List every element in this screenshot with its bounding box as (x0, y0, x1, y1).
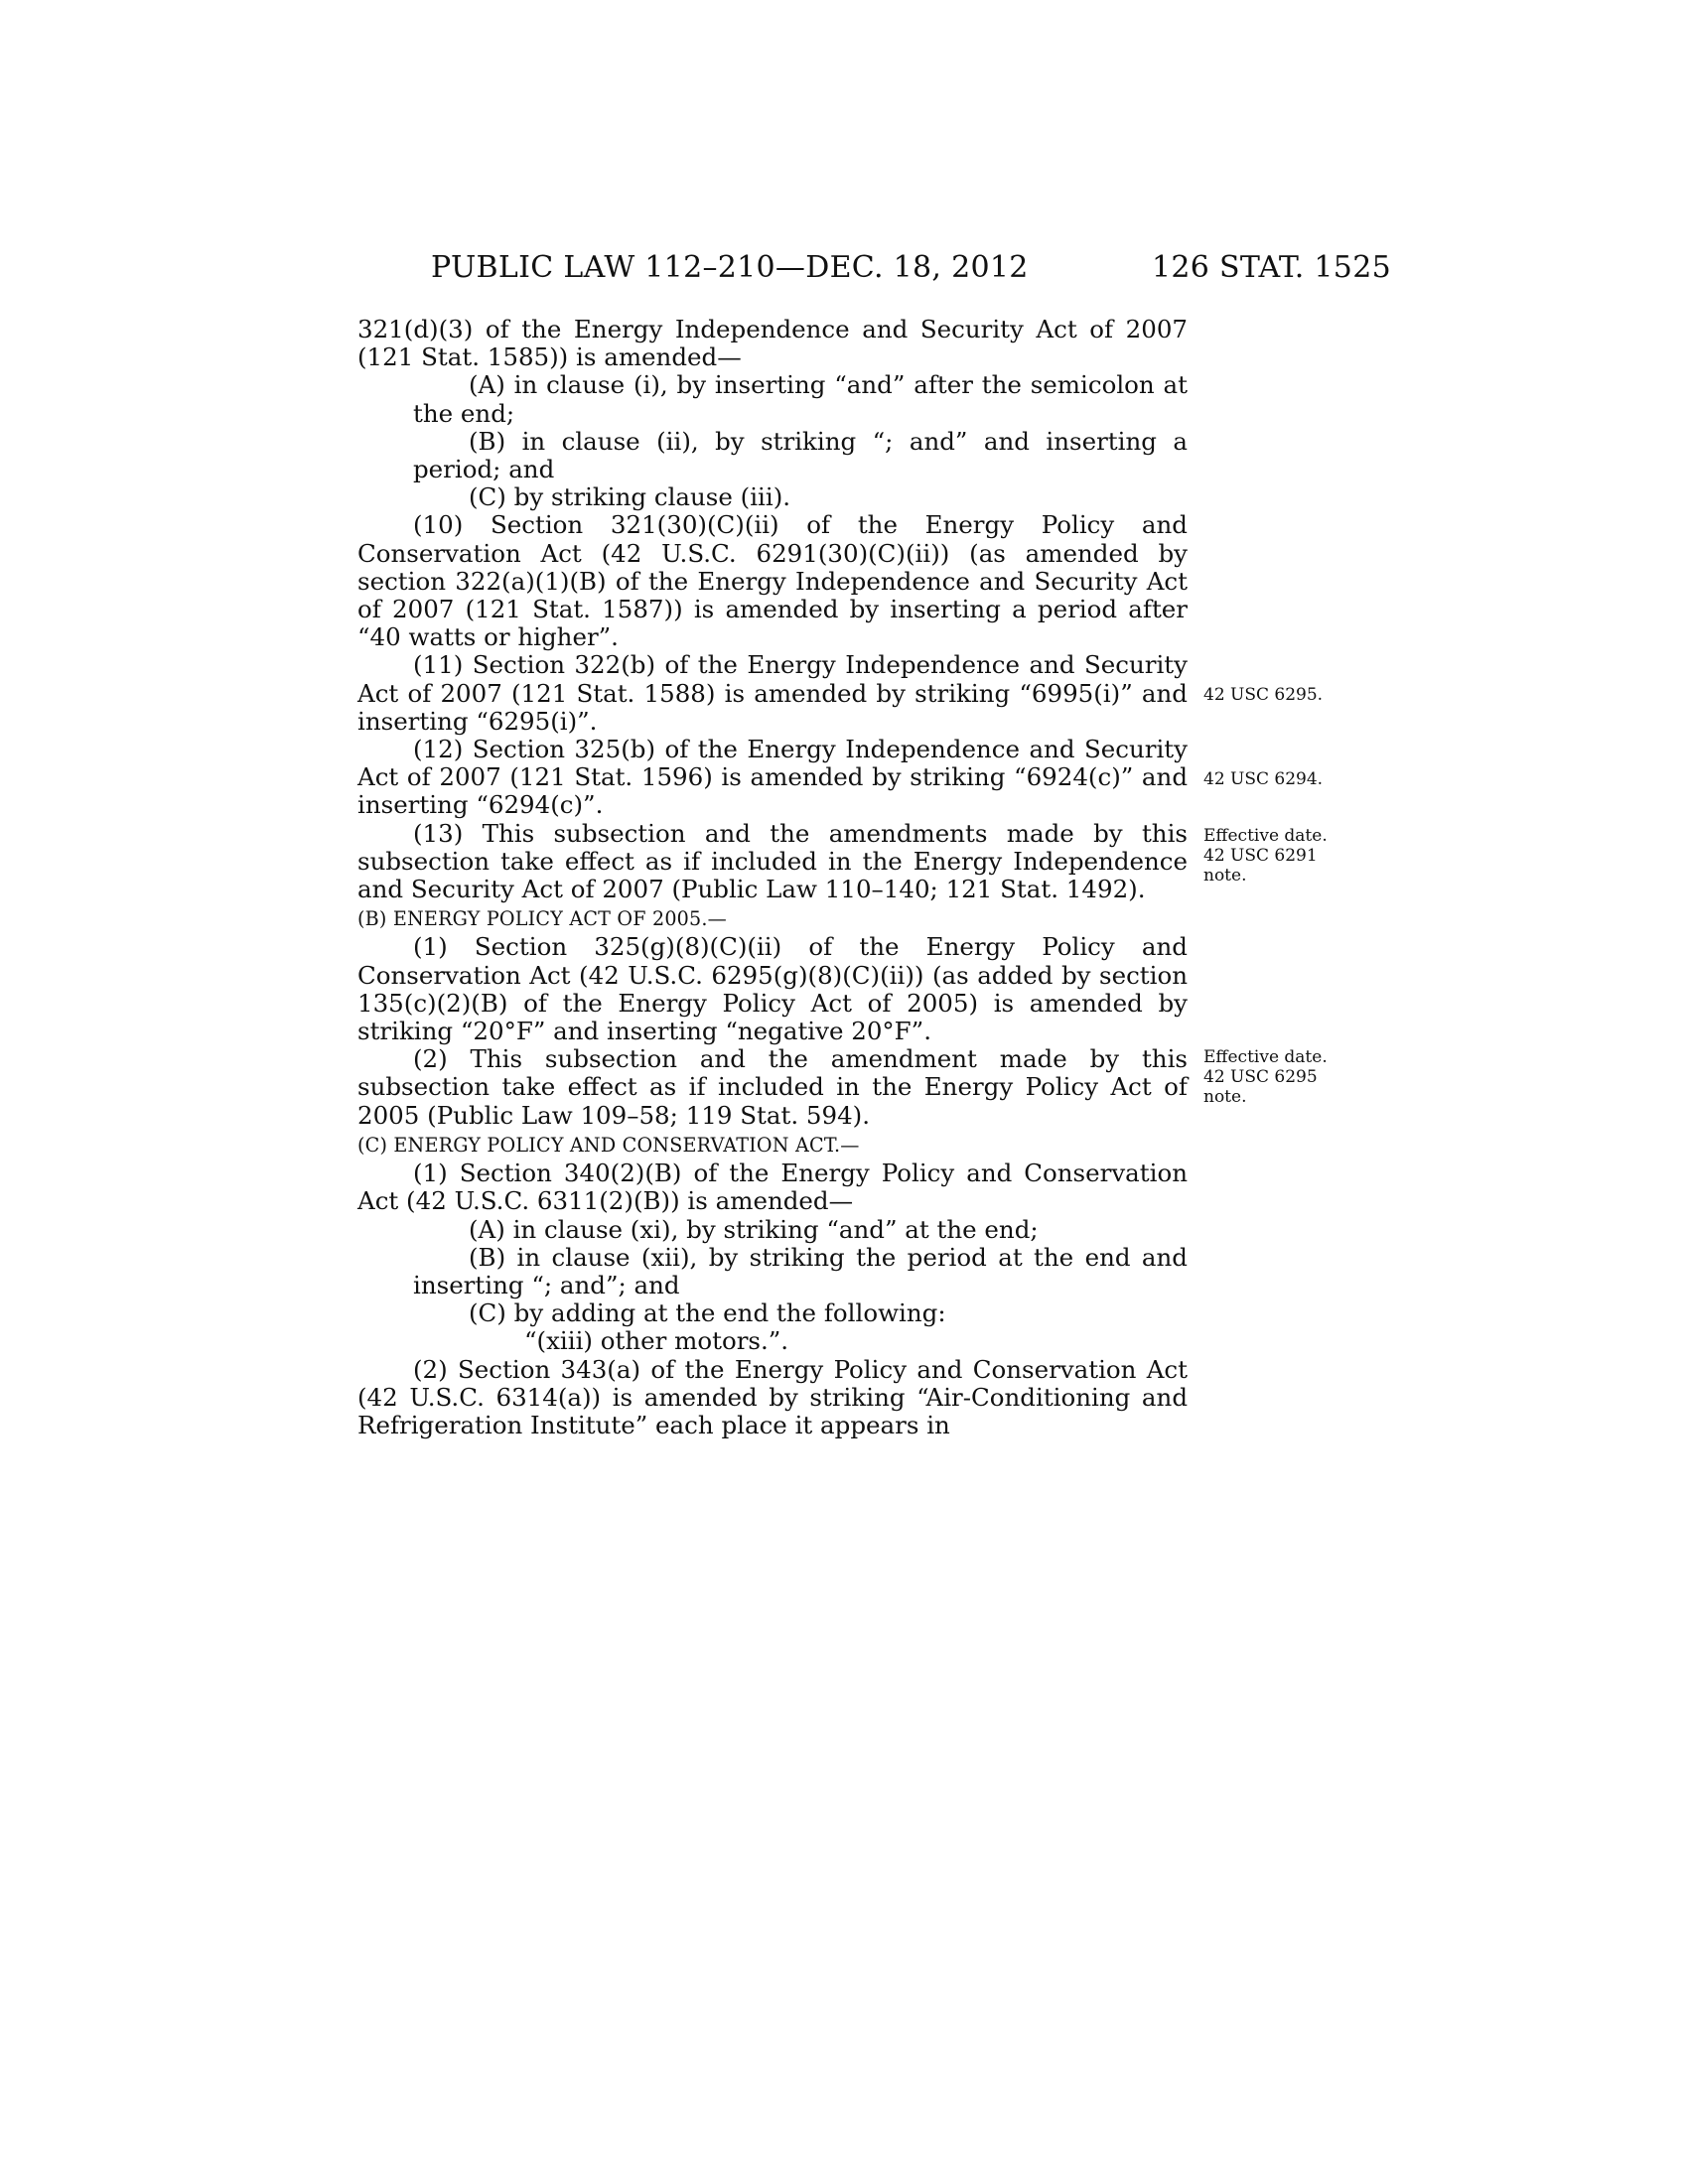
margin-note-line: Effective date. (1203, 1047, 1328, 1067)
paragraph-continuation: 321(d)(3) of the Energy Independence and Security Act of 2007 (121 Stat. 1585)) is amended— (357, 315, 1188, 372)
paragraph-11: (11) Section 322(b) of the Energy Independence and Security Act of 2007 (121 Stat. 1588) is amended by striking “6995(i)” and inserting “6295(i)”. (357, 650, 1188, 736)
margin-note-42-usc-6295: 42 USC 6295. (1203, 685, 1324, 705)
subsection-c-heading (357, 1130, 1188, 1160)
clause-a: (A) in clause (i), by inserting “and” after the semicolon at the end; (413, 370, 1188, 428)
clause-c1-c: (C) by adding at the end the following: (469, 1298, 946, 1328)
margin-note-line: Effective date. (1203, 826, 1328, 846)
paragraph-10: (10) Section 321(30)(C)(ii) of the Energy Policy and Conservation Act (42 U.S.C. 6291(30)(C)(ii)) (as amended by section 322(a)(1)(B) of the Energy Independence and Security Act of 2007 (121 Stat. 1587)) is amended by inserting a period after “40 watts or higher”. (357, 510, 1188, 652)
subsection-b-heading (357, 903, 1188, 933)
subsection-c-heading-text: (C) ENERGY POLICY AND CONSERVATION ACT.— (357, 1133, 860, 1157)
margin-note-42-usc-6294: 42 USC 6294. (1203, 769, 1324, 789)
margin-note-effective-date-6295 (1203, 1047, 1362, 1107)
margin-note-line: 42 USC 6291 (1203, 846, 1318, 866)
clause-c: (C) by striking clause (iii). (469, 482, 791, 512)
inserted-clause-xiii: “(xiii) other motors.”. (524, 1326, 789, 1356)
paragraph-c2: (2) Section 343(a) of the Energy Policy and Conservation Act (42 U.S.C. 6314(a)) is amended by striking “Air-Conditioning and Refrigeration Institute” each place it appears in (357, 1354, 1188, 1439)
margin-note-line: note. (1203, 866, 1247, 886)
paragraph-c1: (1) Section 340(2)(B) of the Energy Policy and Conservation Act (42 U.S.C. 6311(2)(B)) is amended— (357, 1159, 1188, 1216)
clause-c1-b: (B) in clause (xii), by striking the period at the end and inserting “; and”; and (413, 1242, 1188, 1299)
paragraph-12: (12) Section 325(b) of the Energy Independence and Security Act of 2007 (121 Stat. 1596) is amended by striking “6924(c)” and inserting “6294(c)”. (357, 735, 1188, 820)
margin-note-line: note. (1203, 1087, 1247, 1107)
margin-note-effective-date-6291 (1203, 826, 1362, 886)
margin-note-line: 42 USC 6295 (1203, 1067, 1318, 1087)
body-text (357, 316, 1188, 1439)
law-title: PUBLIC LAW 112–210—DEC. 18, 2012 (431, 250, 1029, 285)
paragraph-b2: (2) This subsection and the amendment made by this subsection take effect as if included in the Energy Policy Act of 2005 (Public Law 109–58; 119 Stat. 594). (357, 1044, 1188, 1130)
clause-b: (B) in clause (ii), by striking “; and” and inserting a period; and (413, 426, 1188, 484)
paragraph-b1: (1) Section 325(g)(8)(C)(ii) of the Energy Policy and Conservation Act (42 U.S.C. 6295(g)(8)(C)(ii)) (as added by section 135(c)(2)(B) of the Energy Policy Act of 2005) is amended by striking “20°F” and inserting “negative 20°F”. (357, 932, 1188, 1046)
subsection-b-heading-text: (B) ENERGY POLICY ACT OF 2005.— (357, 907, 727, 931)
clause-c1-a: (A) in clause (xi), by striking “and” at the end; (469, 1214, 1039, 1244)
running-head (0, 250, 1688, 290)
paragraph-13: (13) This subsection and the amendments made by this subsection take effect as if included in the Energy Independence and Security Act of 2007 (Public Law 110–140; 121 Stat. 1492). (357, 818, 1188, 904)
statute-page-number: 126 STAT. 1525 (1152, 250, 1391, 285)
